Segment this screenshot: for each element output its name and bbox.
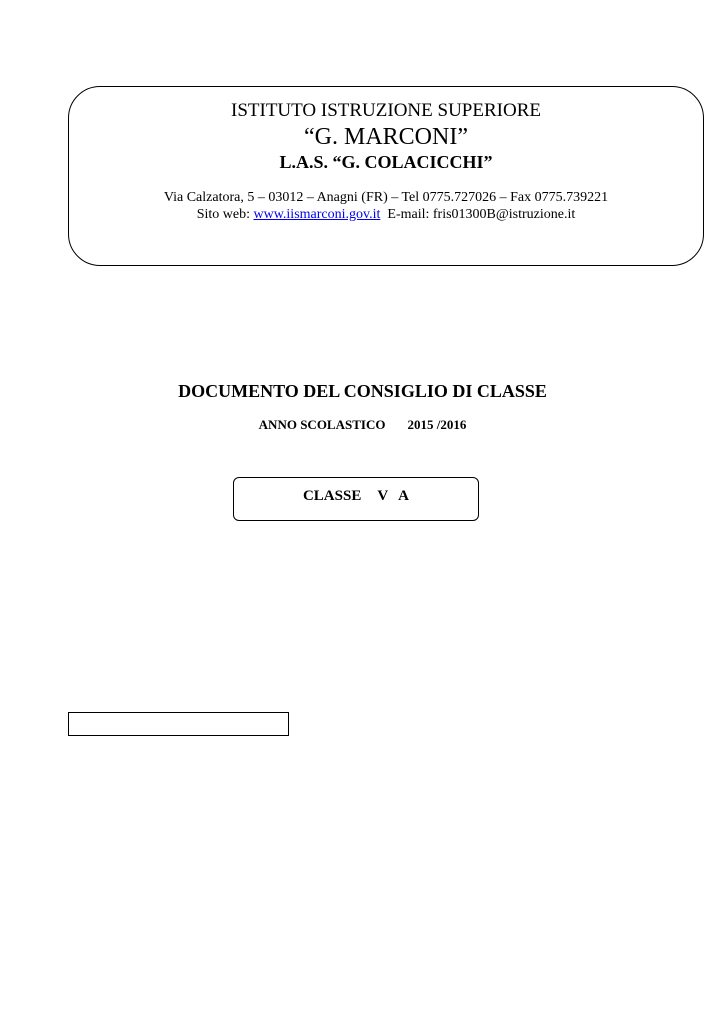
- website-link[interactable]: www.iismarconi.gov.it: [253, 207, 381, 222]
- school-year-line: [0, 417, 725, 433]
- class-number: V: [377, 488, 389, 504]
- document-title: DOCUMENTO DEL CONSIGLIO DI CLASSE: [178, 381, 547, 401]
- school-header-box: [68, 86, 704, 266]
- school-year-value: 2015 /2016: [407, 417, 467, 432]
- class-section: A: [398, 488, 410, 504]
- institute-name: ISTITUTO ISTRUZIONE SUPERIORE: [231, 100, 541, 121]
- class-label-line: [234, 487, 478, 505]
- contact-line: [69, 207, 703, 223]
- email-label: E-mail:: [387, 207, 430, 222]
- las-name: L.A.S. “G. COLACICCHI”: [279, 152, 493, 172]
- school-name: “G. MARCONI”: [304, 124, 468, 150]
- empty-text-field: [68, 712, 289, 736]
- email-address: fris01300B@istruzione.it: [432, 207, 576, 222]
- class-box: [233, 477, 479, 521]
- class-label: CLASSE: [302, 488, 362, 504]
- website-label: Sito web:: [196, 207, 250, 222]
- school-address: Via Calzatora, 5 – 03012 – Anagni (FR) – Tel 0775.727026 – Fax 0775.739221: [163, 190, 609, 205]
- school-year-label: ANNO SCOLASTICO: [258, 417, 386, 432]
